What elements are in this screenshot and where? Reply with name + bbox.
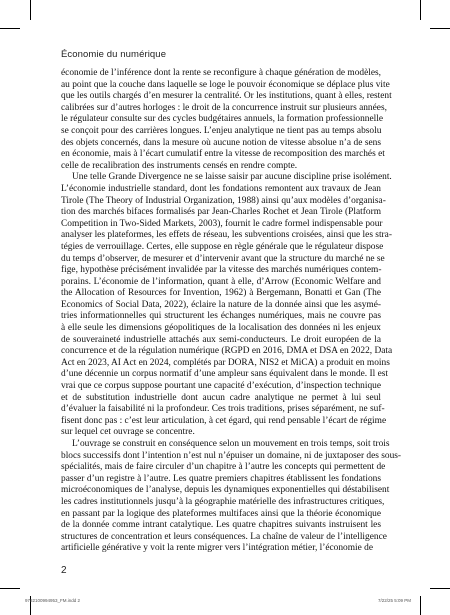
text-line: Tirole (The Theory of Industrial Organization, 1988) ainsi qu’aux modèles d’organisa- (61, 195, 386, 206)
body-text (61, 68, 402, 555)
text-line: Act en 2023, AI Act en 2024, complétés par DORA, NIS2 et MiCA) a produit en moins (61, 357, 390, 368)
text-line: spécialités, mais de faire circuler d’un chapitre à l’autre les concepts qui permettent de (61, 462, 386, 473)
text-line: concurrence et de la régulation numérique (RGPD en 2016, DMA et DSA en 2022, Data (61, 346, 393, 357)
crop-mark (430, 588, 450, 589)
text-line: the Allocation of Resources for Invention, 1962) à Bergemann, Bonatti et Gan (The (61, 288, 381, 299)
text-line: sur lequel cet ouvrage se concentre. (61, 427, 195, 438)
text-line: les cadres institutionnels jusqu’à la géographie matérielle des infrastructures critiques, (61, 496, 385, 507)
crop-mark (0, 588, 20, 589)
text-line: analyser les plateformes, les effets de réseau, les subventions croisées, ainsi que les stra- (61, 230, 392, 241)
text-line: en passant par la logique des plateformes multifaces ainsi que la théorie économique (61, 508, 381, 519)
print-slug-date: 7/22/25 5:09 PM (378, 598, 412, 603)
text-line: celle de recalibration des instruments censés en rendre compte. (61, 160, 298, 171)
text-line: blocs successifs dont l’intention n’est nul n’épuiser un domaine, ni de juxtaposer des sous- (61, 450, 402, 461)
text-line: tégies de verrouillage. Certes, elle suppose en règle générale que le régulateur dispose (61, 241, 384, 252)
text-line: le régulateur consulte sur des cycles budgétaires annuels, la formation professionnelle (61, 114, 384, 125)
running-head: Économie du numérique (61, 49, 167, 60)
text-line: fisent donc pas : c’est leur articulation, à cet égard, qui rend pensable l’écart de régime (61, 415, 387, 426)
text-line: tion des marchés bifaces formalisés par Jean-Charles Rochet et Jean Tirole (Platform (61, 207, 381, 218)
crop-mark (430, 28, 450, 29)
text-line: passer d’un registre à l’autre. Les quatre premiers chapitres établissent les fondations (61, 473, 381, 484)
paragraph (61, 439, 402, 555)
text-line: se conçoit pour des carrières longues. L’enjeu analytique ne tient pas au temps absolu (61, 125, 382, 136)
crop-mark (0, 28, 20, 29)
text-line: vrai que ce corpus suppose pourtant une capacité d’exécution, d’inspection technique (61, 381, 381, 392)
text-line: en économie, mais à l’écart cumulatif entre la vitesse de recomposition des marchés et (61, 149, 385, 160)
text-line: L’ouvrage se construit en conséquence selon un mouvement en trois temps, soit trois (72, 439, 390, 449)
text-line: à elle seule les dimensions géopolitiques de la localisation des données ni les enjeux (61, 323, 381, 334)
text-line: Economics of Social Data, 2022), éclaire la nature de la donnée ainsi que les asymé- (61, 299, 381, 310)
text-line: fige, hypothèse précisément invalidée par la vitesse des marchés numériques contem- (61, 265, 382, 276)
text-line: économie de l’inférence dont la rente se reconfigure à chaque génération de modèles, (61, 68, 381, 78)
crop-mark (420, 596, 421, 615)
text-line: au point que la couche dans laquelle se loge le pouvoir économique se déplace plus vite (61, 79, 390, 90)
text-line: microéconomiques de l’analyse, depuis les dynamiques exponentielles qui déstabilisent (61, 485, 390, 496)
text-line: Une telle Grande Divergence ne se laisse saisir par aucune discipline prise isolément. (72, 172, 392, 183)
text-line: des objets concernés, dans la mesure où aucune notion de vitesse absolue n’a de sens (61, 137, 381, 148)
text-line: et de substitution industrielle dont aucun cadre analytique ne permet à lui seul (61, 392, 381, 403)
crop-mark (30, 0, 31, 20)
paragraph (61, 172, 393, 439)
page-number: 2 (61, 565, 67, 576)
text-line: structures de concentration et leurs conséquences. La chaîne de valeur de l’intelligence (61, 531, 387, 542)
text-line: de souveraineté industrielle attachés aux semi-conducteurs. Le droit européen de la (61, 334, 381, 345)
text-line: du temps d’observer, de mesurer et d’intervenir avant que la structure du marché ne se (61, 253, 385, 264)
text-line: L’économie industrielle standard, dont les fondations remontent aux travaux de Jean (61, 183, 381, 194)
text-line: Competition in Two-Sided Markets, 2003), fournit le cadre formel indispensable pour (61, 218, 383, 229)
paragraph (61, 68, 392, 172)
text-line: tries informationnelles qui structurent les échanges numériques, mais ne couvre pas (61, 311, 381, 322)
text-line: d’évaluer la faisabilité ni la profondeur. Ces trois traditions, prises séparément, ne suf- (61, 404, 385, 415)
crop-mark (420, 0, 421, 20)
text-line: d’une décennie un corpus normatif d’une ampleur sans équivalent dans le monde. Il est (61, 369, 388, 380)
print-slug-file: 9782100994953_FM.indd 2 (25, 598, 81, 603)
text-line: de la donnée comme intrant catalytique. Les quatre chapitres suivants instruisent les (61, 520, 381, 531)
text-line: porains. L’économie de l’information, quant à elle, d’Arrow (Economic Welfare and (61, 276, 381, 287)
text-line: que les outils chargés d’en mesurer la centralité. Or les institutions, quant à elles, restent (61, 91, 392, 102)
text-line: calibrées sur d’autres horloges : le droit de la concurrence instruit sur plusieurs années, (61, 102, 387, 113)
text-line: artificielle générative y voit la rente migrer vers l’intégration métier, l’économie de (61, 543, 373, 554)
